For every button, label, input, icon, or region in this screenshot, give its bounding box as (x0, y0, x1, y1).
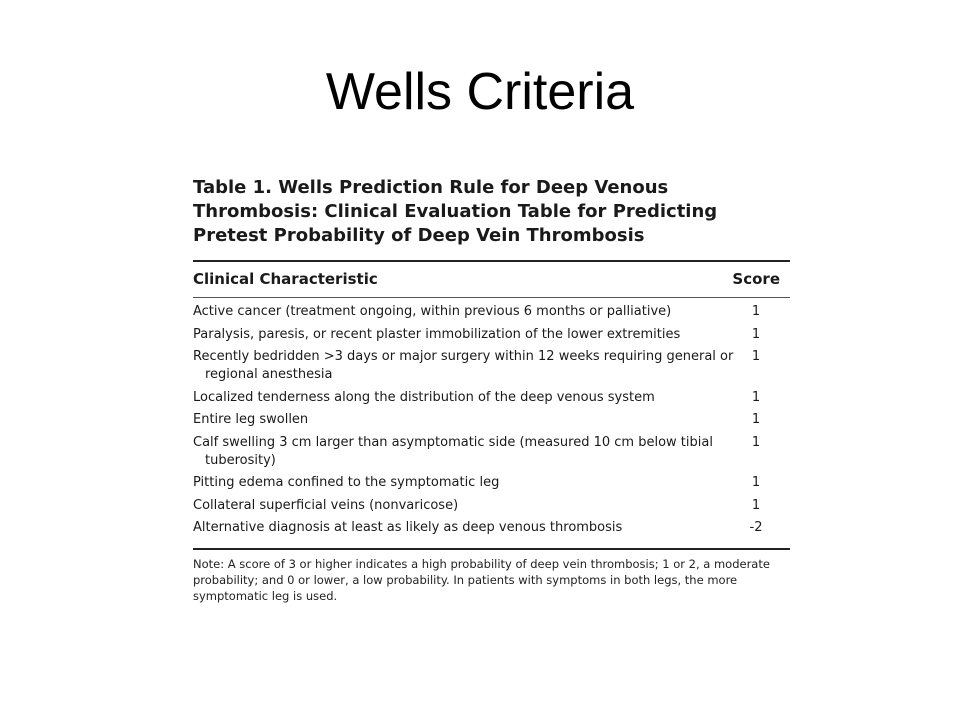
row-score: 1 (751, 304, 761, 319)
row-characteristic: Localized tenderness along the distribution of the deep venous system (193, 389, 655, 405)
row-score: 1 (751, 412, 761, 427)
table-row (193, 303, 790, 321)
row-score: 1 (751, 389, 761, 405)
row-characteristic: Entire leg swollen (193, 412, 309, 427)
table-row (193, 348, 790, 384)
row-score: 1 (751, 497, 761, 513)
row-characteristic: Alternative diagnosis at least as likely as deep venous thrombosis (193, 520, 623, 535)
row-characteristic: Collateral superficial veins (nonvaricose) (193, 497, 459, 513)
row-characteristic: Calf swelling 3 cm larger than asymptomatic side (measured 10 cm below tibial tuberosity) (193, 434, 713, 468)
slide-title: Wells Criteria (325, 63, 635, 121)
row-score: 1 (751, 349, 761, 364)
table-body (193, 298, 790, 548)
table-row (193, 519, 790, 537)
row-characteristic: Paralysis, paresis, or recent plaster immobilization of the lower extremities (193, 326, 681, 342)
row-score: -2 (749, 520, 763, 535)
table-row (193, 474, 790, 492)
table-row (193, 411, 790, 429)
wells-table-figure (193, 176, 790, 604)
row-characteristic: Pitting edema confined to the symptomatic leg (193, 475, 500, 490)
row-score: 1 (751, 475, 761, 490)
row-score: 1 (751, 326, 761, 342)
table-row (193, 434, 790, 470)
table-row (193, 389, 790, 407)
table-header-row (193, 262, 790, 297)
table-row (193, 497, 790, 515)
header-clinical-characteristic: Clinical Characteristic (193, 270, 378, 288)
table-caption: Table 1. Wells Prediction Rule for Deep Venous Thrombosis: Clinical Evaluation Table for Predicting Pretest Probability of Deep Vein Thrombosis (193, 177, 718, 246)
row-score: 1 (751, 434, 761, 450)
row-characteristic: Active cancer (treatment ongoing, within previous 6 months or palliative) (193, 304, 672, 319)
header-score: Score (732, 270, 780, 288)
row-characteristic: Recently bedridden >3 days or major surgery within 12 weeks requiring general or regional anesthesia (193, 349, 734, 382)
table-row (193, 326, 790, 344)
table-note: Note: A score of 3 or higher indicates a high probability of deep vein thrombosis; 1 or 2, a moderate probability; and 0 or lower, a low probability. In patients with symptoms in both legs, the more symptomatic leg is used. (193, 556, 770, 603)
